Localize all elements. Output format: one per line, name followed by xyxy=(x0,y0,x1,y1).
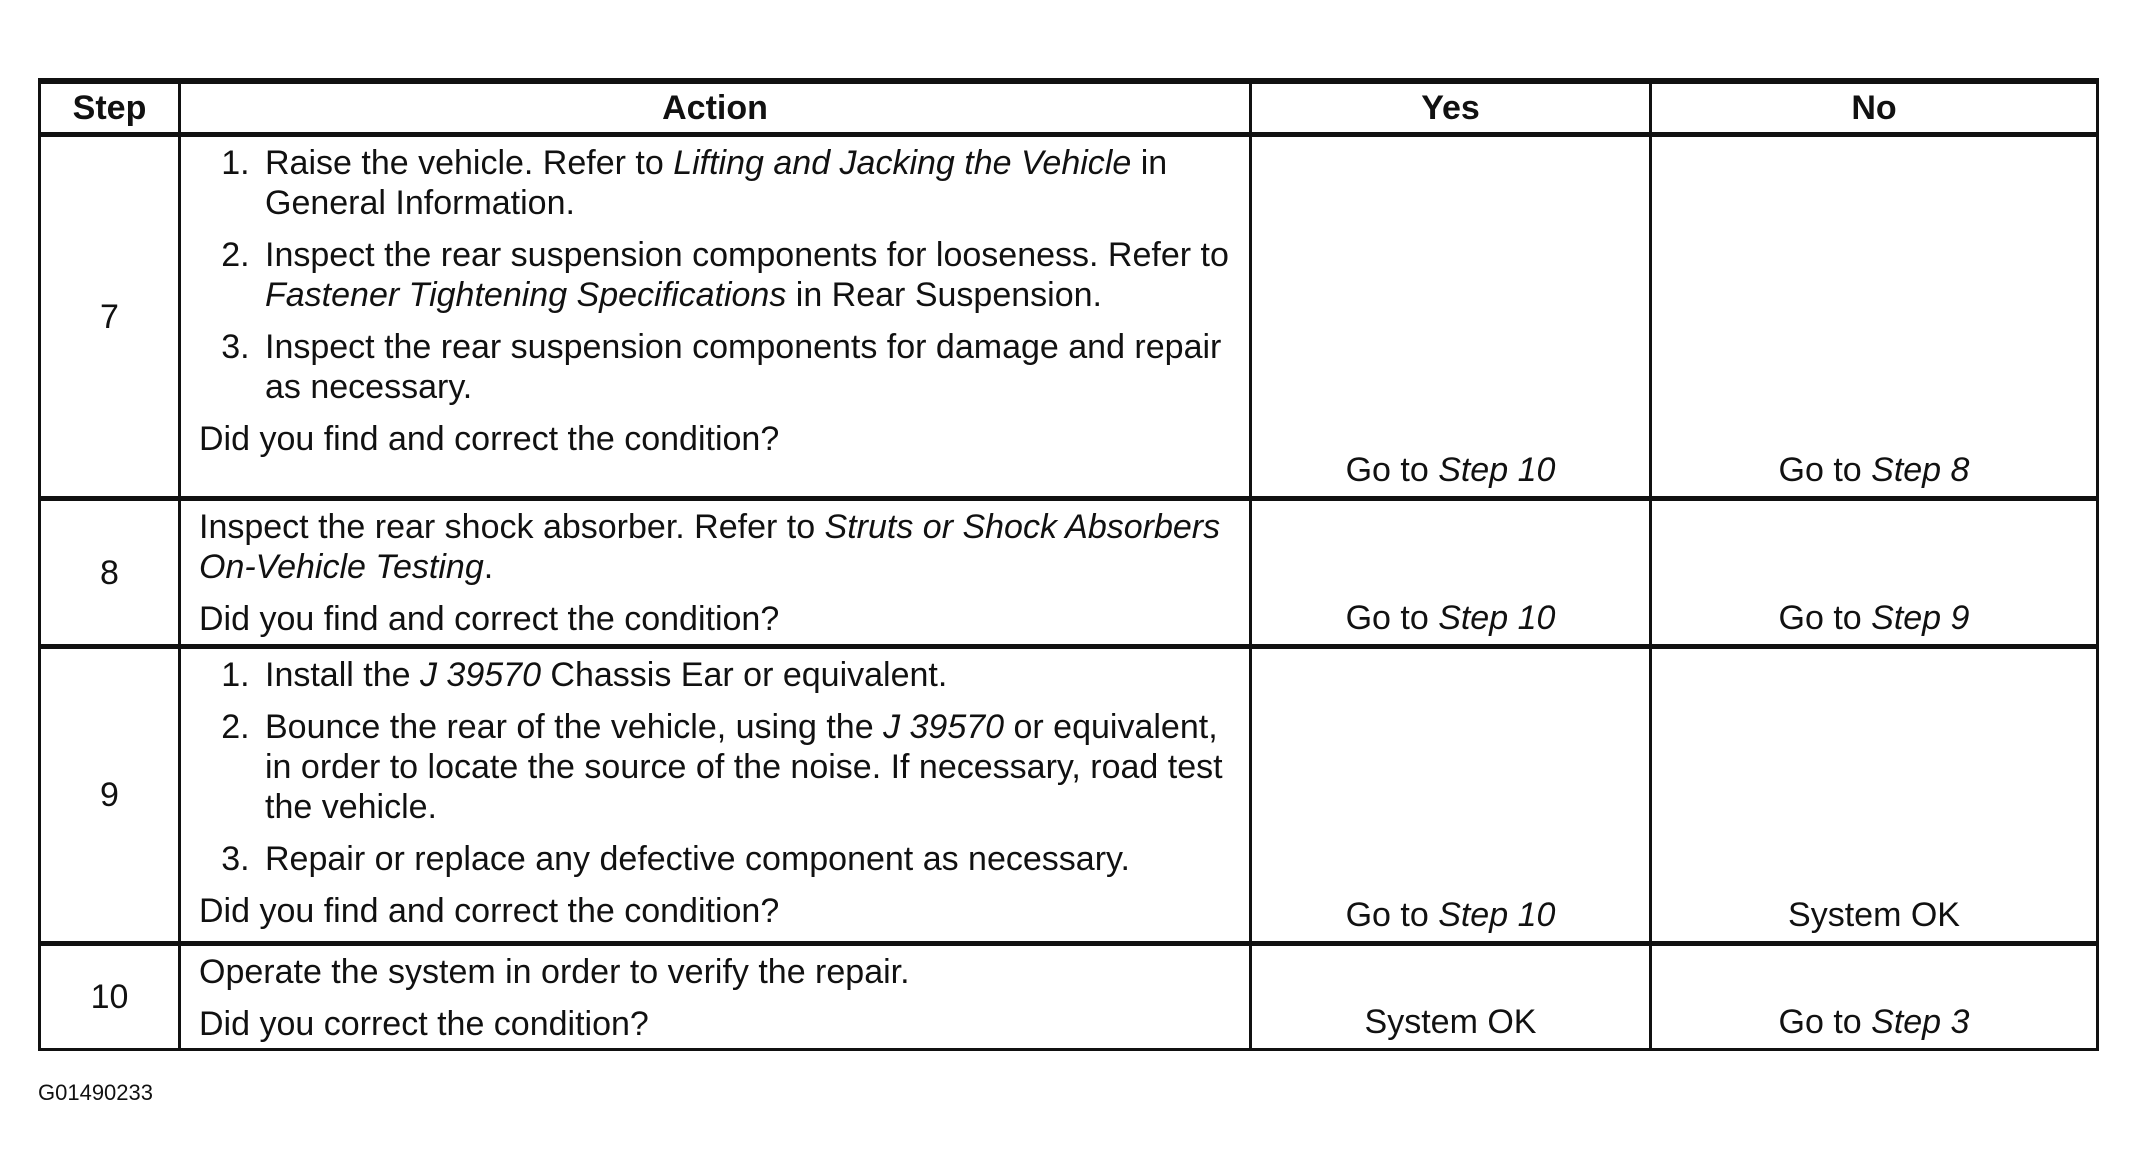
no-result: Go to Step 8 xyxy=(1651,135,2098,499)
reference-link: Struts or Shock Absorbers On-Vehicle Testing xyxy=(199,508,1221,586)
step-number: 9 xyxy=(40,647,180,944)
step-reference: Step 9 xyxy=(1871,599,1970,637)
action-list xyxy=(199,655,1229,879)
header-step: Step xyxy=(40,81,180,135)
action-text: Operate the system in order to verify the repair. xyxy=(199,953,910,991)
step-number: 7 xyxy=(40,135,180,499)
step-reference: Step 10 xyxy=(1438,896,1556,934)
header-no: No xyxy=(1651,81,2098,135)
yes-result: Go to Step 10 xyxy=(1251,135,1651,499)
list-item: 2. Bounce the rear of the vehicle, using the J 39570 or equivalent, in order to locate the source of the noise. If necessary, road test the vehicle. xyxy=(259,707,1229,827)
question-text: Did you find and correct the condition? xyxy=(199,600,780,638)
yes-result: Go to Step 10 xyxy=(1251,499,1651,647)
table-row xyxy=(40,135,2098,499)
reference-link: Fastener Tightening Specifications xyxy=(265,276,787,314)
step-number: 8 xyxy=(40,499,180,647)
list-item: 3. Repair or replace any defective component as necessary. xyxy=(259,839,1229,879)
list-item: 1. Install the J 39570 Chassis Ear or equivalent. xyxy=(259,655,1229,695)
table-row xyxy=(40,944,2098,1050)
table-row xyxy=(40,647,2098,944)
question-text: Did you find and correct the condition? xyxy=(199,892,780,930)
list-item: 3. Inspect the rear suspension components for damage and repair as necessary. xyxy=(259,327,1229,407)
reference-link: J 39570 xyxy=(883,708,1005,746)
figure-id: G01490233 xyxy=(38,1080,153,1105)
header-row xyxy=(40,81,2098,135)
reference-link: Lifting and Jacking the Vehicle xyxy=(673,144,1132,182)
header-action: Action xyxy=(180,81,1251,135)
table-row xyxy=(40,499,2098,647)
step-reference: Step 10 xyxy=(1438,451,1556,489)
action-list xyxy=(199,143,1229,407)
action-cell xyxy=(180,647,1251,944)
step-reference: Step 3 xyxy=(1871,1003,1970,1041)
action-cell xyxy=(180,135,1251,499)
yes-result: Go to Step 10 xyxy=(1251,647,1651,944)
list-item: 2. Inspect the rear suspension components for looseness. Refer to Fastener Tightening Specifications in Rear Suspension. xyxy=(259,235,1229,315)
diagnostic-table xyxy=(38,78,2099,1051)
no-result: Go to Step 3 xyxy=(1651,944,2098,1050)
question-text: Did you correct the condition? xyxy=(199,1005,649,1043)
step-reference: Step 8 xyxy=(1871,451,1970,489)
list-item: 1. Raise the vehicle. Refer to Lifting and Jacking the Vehicle in General Information. xyxy=(259,143,1229,223)
yes-result: System OK xyxy=(1251,944,1651,1050)
question-text: Did you find and correct the condition? xyxy=(199,420,780,458)
step-reference: Step 10 xyxy=(1438,599,1556,637)
header-yes: Yes xyxy=(1251,81,1651,135)
no-result: Go to Step 9 xyxy=(1651,499,2098,647)
reference-link: J 39570 xyxy=(419,656,541,694)
no-result: System OK xyxy=(1651,647,2098,944)
action-cell xyxy=(180,499,1251,647)
action-text: Inspect the rear shock absorber. Refer to Struts or Shock Absorbers On-Vehicle Testing. xyxy=(199,508,1221,586)
action-cell xyxy=(180,944,1251,1050)
step-number: 10 xyxy=(40,944,180,1050)
